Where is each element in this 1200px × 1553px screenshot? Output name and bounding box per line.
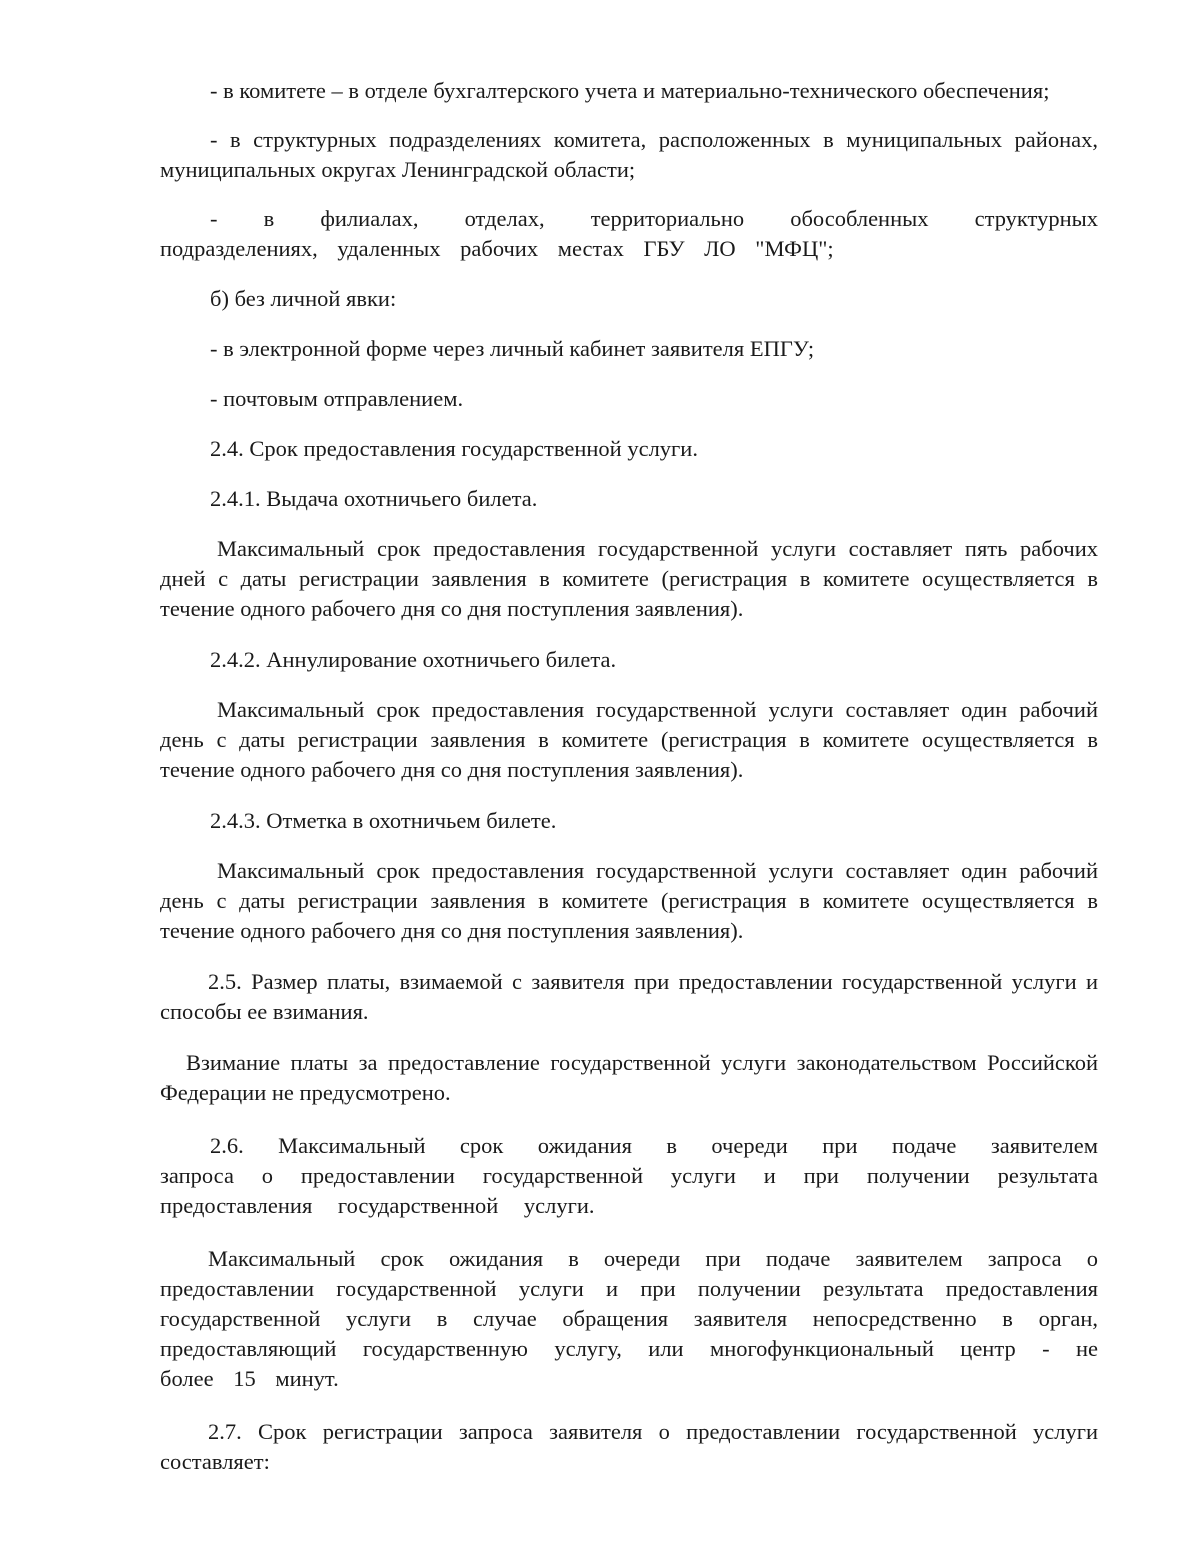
paragraph-postal: - почтовым отправлением. (210, 386, 464, 411)
section-2-6-heading: 2.6. Максимальный срок ожидания в очереди при подаче заявителем запроса о предоставлении государственной услуги и при получении результата предоставления государственной услуги. (160, 1133, 1098, 1218)
document-body (160, 76, 1098, 1477)
paragraph-electronic-form: - в электронной форме через личный кабинет заявителя ЕПГУ; (210, 336, 815, 361)
paragraph-queue-time: Максимальный срок ожидания в очереди при подаче заявителем запроса о предоставлении государственной услуги и при получении результата предоставления государственной услуги в случае обращения заявителя непосредственно в орган, предоставляющий государственную услугу, или многофункциональный центр - не более 15 минут. (160, 1246, 1098, 1391)
paragraph-structural-units: - в структурных подразделениях комитета, расположенных в муниципальных районах, муниципальных округах Ленинградской области; (160, 127, 1098, 182)
paragraph-issue-term: Максимальный срок предоставления государственной услуги составляет пять рабочих дней с даты регистрации заявления в комитете (регистрация в комитете осуществляется в течение одного рабочего дня со дня поступления заявления). (160, 536, 1098, 621)
paragraph-without-appearance: б) без личной явки: (210, 286, 397, 311)
paragraph-committee-accounting: - в комитете – в отделе бухгалтерского учета и материально-технического обеспечения; (210, 78, 1050, 103)
section-2-5-heading: 2.5. Размер платы, взимаемой с заявителя при предоставлении государственной услуги и способы ее взимания. (160, 969, 1098, 1024)
section-2-4-1-heading: 2.4.1. Выдача охотничьего билета. (210, 486, 538, 511)
paragraph-fee: Взимание платы за предоставление государственной услуги законодательством Российской Федерации не предусмотрено. (160, 1050, 1098, 1105)
section-2-4-heading: 2.4. Срок предоставления государственной услуги. (210, 436, 698, 461)
section-2-4-2-heading: 2.4.2. Аннулирование охотничьего билета. (210, 647, 617, 672)
section-2-4-3-heading: 2.4.3. Отметка в охотничьем билете. (210, 808, 557, 833)
paragraph-mark-term: Максимальный срок предоставления государственной услуги составляет один рабочий день с даты регистрации заявления в комитете (регистрация в комитете осуществляется в течение одного рабочего дня со дня поступления заявления). (160, 858, 1098, 943)
paragraph-mfc-branches: - в филиалах, отделах, территориально обособленных структурных подразделениях, удаленных рабочих местах ГБУ ЛО "МФЦ"; (160, 206, 1098, 261)
paragraph-annulment-term: Максимальный срок предоставления государственной услуги составляет один рабочий день с даты регистрации заявления в комитете (регистрация в комитете осуществляется в течение одного рабочего дня со дня поступления заявления). (160, 697, 1098, 782)
section-2-7-heading: 2.7. Срок регистрации запроса заявителя о предоставлении государственной услуги составляет: (160, 1419, 1098, 1474)
